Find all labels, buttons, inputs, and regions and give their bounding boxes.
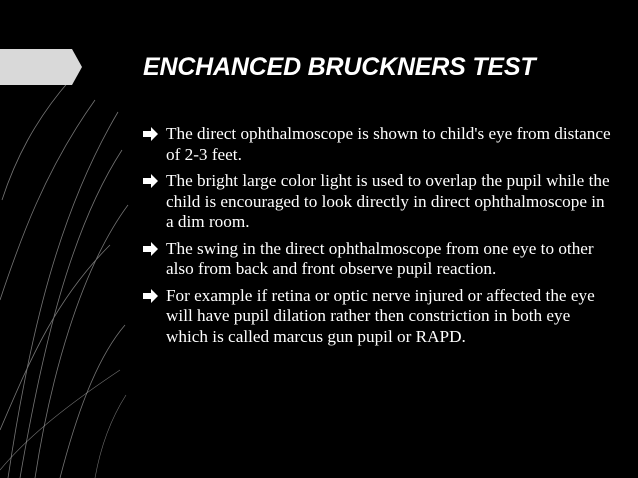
slide-title: ENCHANCED BRUCKNERS TEST xyxy=(143,53,536,81)
arrow-bullet-icon xyxy=(143,127,158,141)
bullet-text: The swing in the direct ophthalmoscope from one eye to other also from back and front observe pupil reaction. xyxy=(166,238,594,278)
bullet-item xyxy=(143,171,613,233)
title-banner-arrow xyxy=(0,49,82,85)
arrow-bullet-icon xyxy=(143,174,158,188)
arrow-bullet-icon xyxy=(143,242,158,256)
bullet-item xyxy=(143,286,613,348)
bullet-text: The bright large color light is used to overlap the pupil while the child is encouraged to look directly in direct ophthalmoscope in a dim room. xyxy=(166,171,610,231)
bullet-text: The direct ophthalmoscope is shown to child's eye from distance of 2-3 feet. xyxy=(166,124,611,164)
bullet-text: For example if retina or optic nerve injured or affected the eye will have pupil dilation rather then constriction in both eye which is called marcus gun pupil or RAPD. xyxy=(166,285,595,346)
bullet-item xyxy=(143,124,613,165)
bullet-item xyxy=(143,239,613,280)
bullet-list xyxy=(143,124,613,353)
arrow-bullet-icon xyxy=(143,289,158,303)
